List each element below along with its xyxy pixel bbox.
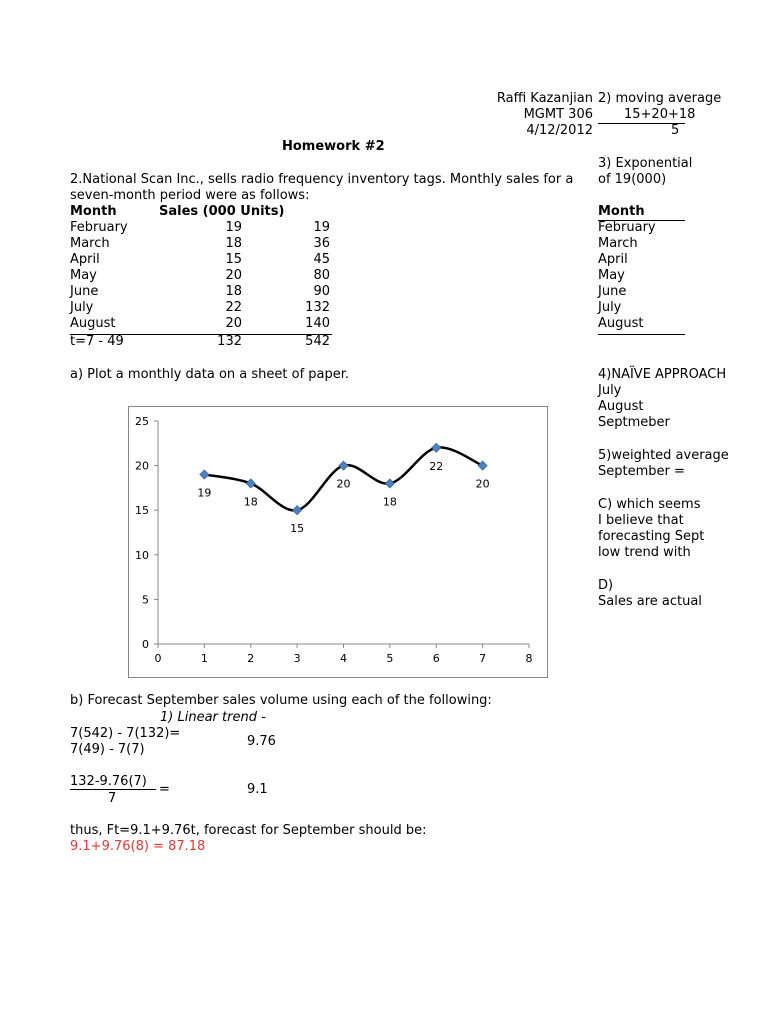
total-label: t=7 - 49 [70, 334, 124, 349]
y-tick-label: 0 [142, 638, 149, 651]
right-month-item: March [598, 236, 638, 251]
page-title: Homework #2 [282, 139, 385, 154]
formula1-numerator: 7(542) - 7(132)= [70, 726, 181, 741]
table-row-sales: 15 [225, 252, 242, 267]
question-c-line-4: low trend with [598, 545, 691, 560]
formula2-denominator: 7 [108, 791, 117, 806]
right-month-item: April [598, 252, 628, 267]
naive-item: August [598, 399, 644, 414]
table-row-month: July [70, 300, 94, 315]
table-row-sales: 18 [225, 284, 242, 299]
data-point-marker [339, 461, 348, 470]
moving-average-numerator: 15+20+18 [624, 107, 696, 122]
formula2-equals: = [159, 782, 170, 797]
data-point-marker [200, 470, 209, 479]
weighted-line-2: September = [598, 464, 685, 479]
data-point-marker [478, 461, 487, 470]
table-row-sales: 22 [225, 300, 242, 315]
question-d-line-1: D) [598, 578, 614, 593]
table-row-month: June [70, 284, 99, 299]
right-month-item: February [598, 220, 656, 235]
data-point-marker [432, 443, 441, 452]
part-b-heading: b) Forecast September sales volume using each of the following: [70, 693, 492, 708]
x-tick-label: 1 [200, 652, 208, 665]
x-tick-label: 6 [432, 652, 440, 665]
table-row-ty: 132 [305, 300, 330, 315]
table-row-sales: 19 [225, 220, 242, 235]
naive-heading: 4)NAÏVE APPROACH [598, 367, 727, 382]
result-1: 9.76 [247, 734, 276, 749]
question-c-line-2: I believe that [598, 513, 684, 528]
question-c-line-3: forecasting Sept [598, 529, 705, 544]
intro-line-2: seven-month period were as follows: [70, 188, 310, 203]
data-label: 18 [243, 495, 258, 509]
y-tick-label: 25 [135, 415, 149, 428]
table-row-ty: 90 [313, 284, 330, 299]
exponential-line-2: of 19(000) [598, 172, 667, 187]
data-label: 20 [336, 477, 351, 491]
y-tick-label: 5 [142, 593, 149, 607]
table-row-ty: 45 [313, 252, 330, 267]
x-tick-label: 7 [479, 652, 487, 665]
table-row-sales: 20 [225, 268, 242, 283]
table-row-month: August [70, 316, 116, 331]
x-tick-label: 2 [247, 652, 255, 665]
data-point-marker [246, 479, 255, 488]
right-table-rule [598, 334, 685, 335]
formula2-fraction-bar [70, 789, 156, 790]
table-row-ty: 36 [313, 236, 330, 251]
x-tick-label: 0 [154, 652, 162, 665]
formula2-numerator: 132-9.76(7) [70, 774, 147, 789]
right-month-item: August [598, 316, 644, 331]
intro-line-1: 2.National Scan Inc., sells radio frequency inventory tags. Monthly sales for a [70, 172, 574, 187]
y-tick-label: 10 [135, 548, 149, 562]
formula1-denominator: 7(49) - 7(7) [70, 742, 145, 757]
conclusion-text: thus, Ft=9.1+9.76t, forecast for September should be: [70, 823, 427, 838]
part-a-heading: a) Plot a monthly data on a sheet of paper. [70, 367, 350, 382]
table-row-month: April [70, 252, 100, 267]
data-point-marker [293, 506, 302, 515]
data-label: 19 [197, 486, 212, 500]
col-sales-header: Sales (000 Units) [159, 204, 285, 219]
sales-chart [128, 406, 548, 678]
data-label: 15 [290, 522, 305, 536]
total-sales: 132 [217, 334, 242, 349]
data-label: 18 [382, 495, 397, 509]
total-ty: 542 [305, 334, 330, 349]
data-label: 22 [429, 459, 444, 473]
question-c-line-1: C) which seems [598, 497, 701, 512]
naive-item: Septmeber [598, 415, 670, 430]
y-tick-label: 15 [135, 504, 149, 518]
x-tick-label: 5 [386, 652, 394, 665]
question-d-line-2: Sales are actual [598, 594, 702, 609]
right-month-item: May [598, 268, 625, 283]
table-row-month: May [70, 268, 97, 283]
table-row-ty: 140 [305, 316, 330, 331]
table-row-month: March [70, 236, 110, 251]
table-row-ty: 80 [313, 268, 330, 283]
col-month-header: Month [70, 204, 117, 219]
data-label: 20 [475, 477, 490, 491]
sales-chart-svg [129, 407, 547, 677]
moving-average-heading: 2) moving average [598, 91, 722, 106]
weighted-line-1: 5)weighted average [598, 448, 729, 463]
y-tick-label: 20 [135, 459, 149, 473]
linear-trend-label: 1) Linear trend - [160, 710, 266, 725]
forecast-answer: 9.1+9.76(8) = 87.18 [70, 839, 206, 854]
x-tick-label: 4 [340, 652, 347, 665]
data-point-marker [385, 479, 394, 488]
naive-item: July [598, 383, 622, 398]
x-tick-label: 8 [525, 652, 533, 665]
table-row-sales: 18 [225, 236, 242, 251]
author-name: Raffi Kazanjian [496, 91, 593, 106]
x-tick-label: 3 [293, 652, 301, 665]
date: 4/12/2012 [526, 123, 593, 138]
right-month-header: Month [598, 204, 645, 219]
right-month-item: June [598, 284, 627, 299]
right-month-item: July [598, 300, 622, 315]
exponential-line-1: 3) Exponential [598, 156, 693, 171]
table-row-sales: 20 [225, 316, 242, 331]
table-row-ty: 19 [313, 220, 330, 235]
moving-average-denominator: 5 [671, 123, 680, 138]
table-row-month: February [70, 220, 128, 235]
course-code: MGMT 306 [523, 107, 593, 122]
result-2: 9.1 [247, 782, 268, 797]
